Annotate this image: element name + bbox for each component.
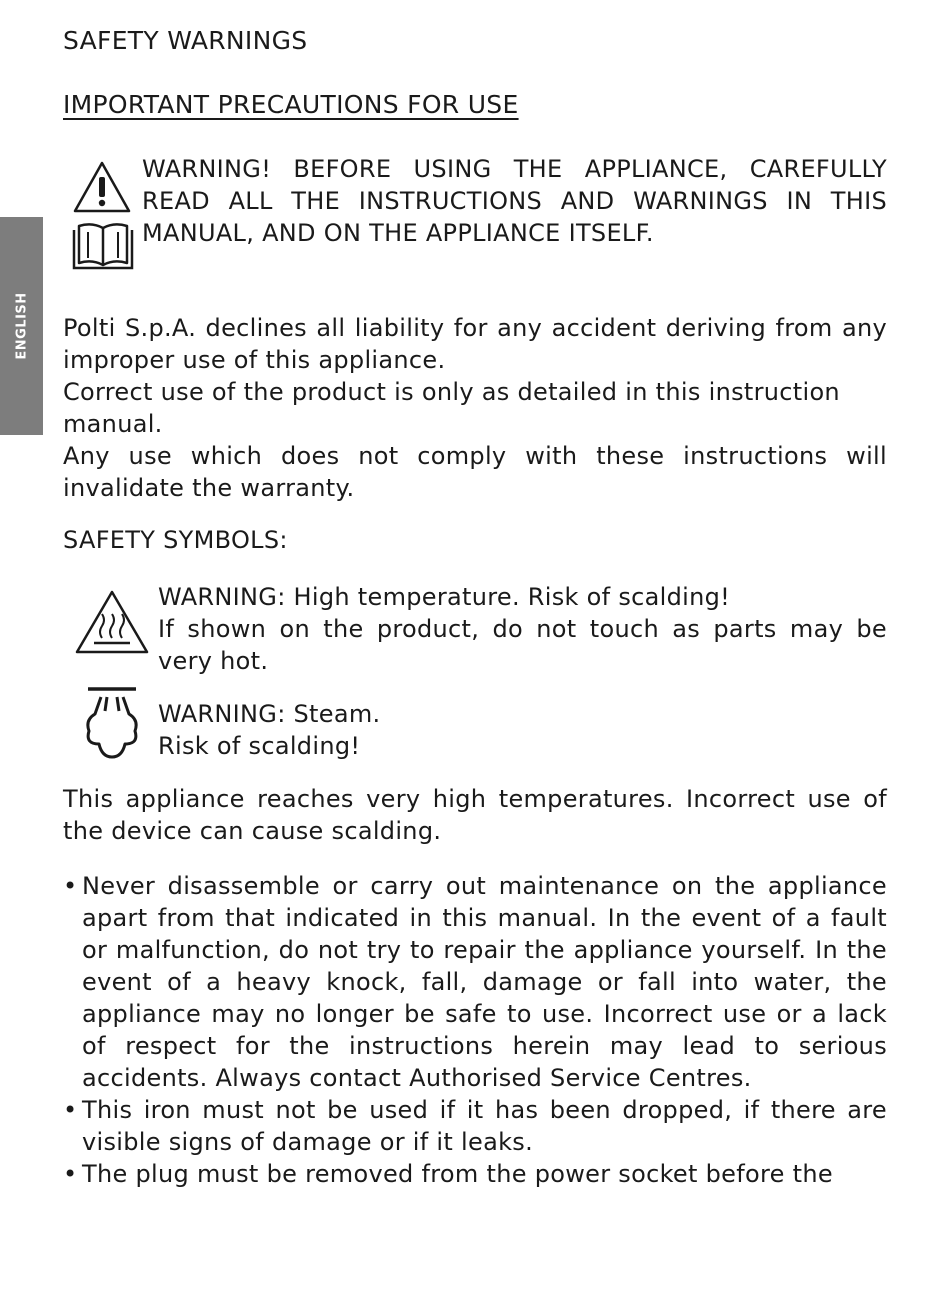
safety-bullet-list: [63, 870, 887, 1190]
intro-paragraph: This appliance reaches very high temperatures. Incorrect use of the device can cause scalding.: [63, 785, 887, 845]
symbol-line: Risk of scalding!: [158, 732, 361, 760]
symbol-description-hot: [158, 581, 887, 677]
steam-icon: [82, 684, 142, 760]
list-item: • Never disassemble or carry out maintenance on the appliance apart from that indicated in this manual. In the event of a fault or malfunction, do not try to repair the appliance yourself. In the event of a heavy knock, fall, damage or fall into water, the appliance may no longer be safe to use. Incorrect use or a lack of respect for the instructions herein may lead to serious accidents. Always contact Authorised Service Centres.: [63, 870, 887, 1094]
language-tab: [0, 217, 43, 435]
liability-paragraph: [63, 312, 887, 504]
section-subtitle: IMPORTANT PRECAUTIONS FOR USE: [63, 90, 519, 119]
liability-line: Correct use of the product is only as detailed in this instruction manual.: [63, 378, 840, 438]
language-tab-label: ENGLISH: [14, 292, 29, 360]
manual-book-icon: [72, 222, 134, 272]
symbol-line: WARNING: High temperature. Risk of scalding!: [158, 583, 731, 611]
liability-line: Any use which does not comply with these instructions will invalidate the warranty.: [63, 442, 887, 502]
liability-line: Polti S.p.A. declines all liability for any accident deriving from any improper use of this appliance.: [63, 314, 887, 374]
warning-triangle-icon: [72, 160, 132, 214]
symbol-line: WARNING: Steam.: [158, 700, 381, 728]
symbol-description-steam: [158, 698, 887, 762]
list-item: • The plug must be removed from the power socket before the: [63, 1158, 887, 1190]
list-item: • This iron must not be used if it has been dropped, if there are visible signs of damage or if it leaks.: [63, 1094, 887, 1158]
page-title: SAFETY WARNINGS: [63, 26, 308, 55]
hot-surface-icon: [74, 588, 150, 656]
symbol-line: If shown on the product, do not touch as parts may be very hot.: [158, 615, 887, 675]
warning-text: WARNING! BEFORE USING THE APPLIANCE, CAREFULLY READ ALL THE INSTRUCTIONS AND WARNINGS IN THIS MANUAL, AND ON THE APPLIANCE ITSELF.: [142, 155, 887, 247]
safety-symbols-heading: SAFETY SYMBOLS:: [63, 526, 288, 554]
